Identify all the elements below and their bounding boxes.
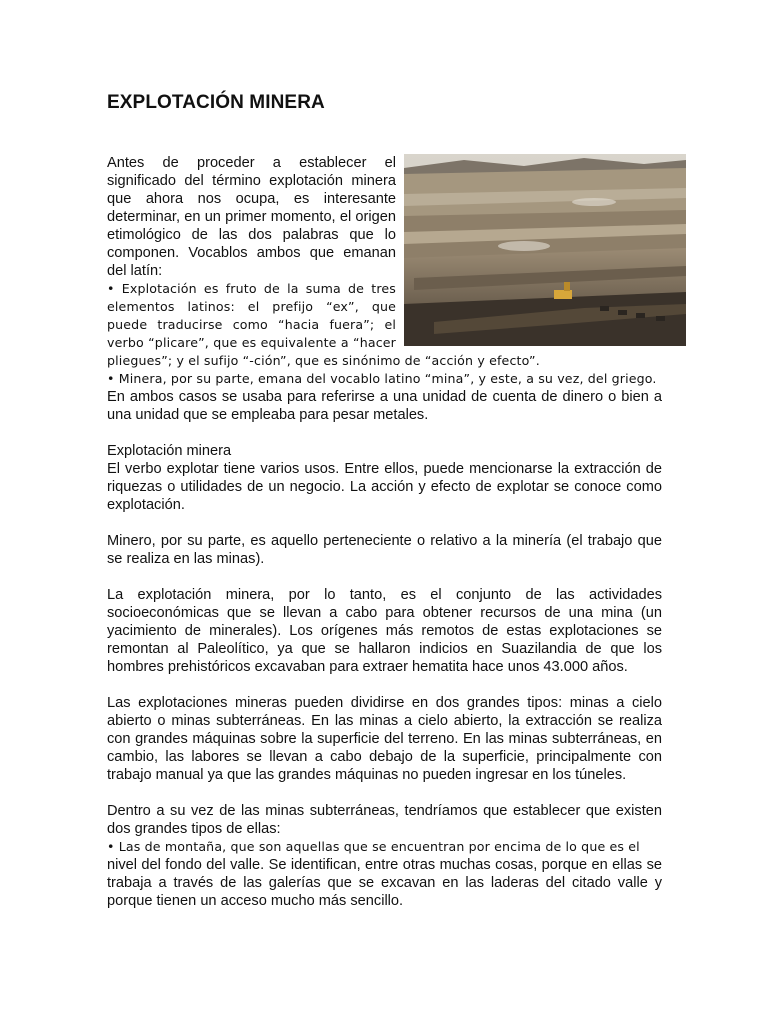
bullet-minera: • Minera, por su parte, emana del vocablo latino “mina”, y este, a su vez, del griego. (107, 371, 657, 386)
bullet-explotacion: • Explotación es fruto de la suma de tres elementos latinos: el prefijo “ex”, que puede traducirse como “hacia fuera”; el verbo “plicare”, que es equivalente a “hacer pliegues”; y el sufijo “-ción”, que es sinónimo de “acción y efecto”. (107, 281, 540, 368)
paragraph-subterraneas-text: Dentro a su vez de las minas subterráneas, tendríamos que establecer que existen dos grandes tipos de ellas: (107, 803, 662, 837)
paragraph-tipos: Las explotaciones mineras pueden dividirse en dos grandes tipos: minas a cielo abierto o minas subterráneas. En las minas a cielo abierto, la extracción se realiza con grandes máquinas sobre la superficie del terreno. En las minas subterráneas, en cambio, las labores se llevan a cabo debajo de la superficie, principalmente con trabajo manual ya que las grandes máquinas no pueden ingresar en los túneles. (107, 695, 662, 783)
bullet-minera-continuation: En ambos casos se usaba para referirse a una unidad de cuenta de dinero o bien a una unidad que se empleaba para pesar metales. (107, 389, 662, 423)
intro-text: Antes de proceder a establecer el significado del término explotación minera que ahora nos ocupa, es interesante determinar, en un primer momento, el origen etimológico de las dos palabras que lo componen. Vocablos ambos que emanan del latín: (107, 155, 396, 279)
section-explotacion (107, 442, 662, 514)
bullet-montana-continuation: nivel del fondo del valle. Se identifican, entre otras muchas cosas, porque en ellas se trabaja a través de las galerías que se excavan en las laderas del citado valle y porque tienen un acceso mucho más sencillo. (107, 857, 662, 909)
paragraph-minero: Minero, por su parte, es aquello perteneciente o relativo a la minería (el trabajo que se realiza en las minas). (107, 533, 662, 567)
bullet-montana: • Las de montaña, que son aquellas que se encuentran por encima de lo que es el (107, 839, 640, 854)
section-heading: Explotación minera (107, 443, 232, 459)
document-body (107, 154, 662, 928)
paragraph-verbo: El verbo explotar tiene varios usos. Entre ellos, puede mencionarse la extracción de riquezas o utilidades de un negocio. La acción y efecto de explotar se conoce como explotación. (107, 461, 662, 513)
document-title: EXPLOTACIÓN MINERA (107, 92, 325, 113)
paragraph-conjunto: La explotación minera, por lo tanto, es el conjunto de las actividades socioeconómicas que se llevan a cabo para obtener recursos de una mina (un yacimiento de minerales). Los orígenes más remotos de estas explotaciones se remontan al Paleolítico, ya que se hallaron indicios en Suazilandia de que los hombres prehistóricos excavaban para extraer hematita hace unos 43.000 años. (107, 587, 662, 675)
open-pit-mine-photo (404, 154, 686, 346)
paragraph-subterraneas (107, 802, 662, 910)
